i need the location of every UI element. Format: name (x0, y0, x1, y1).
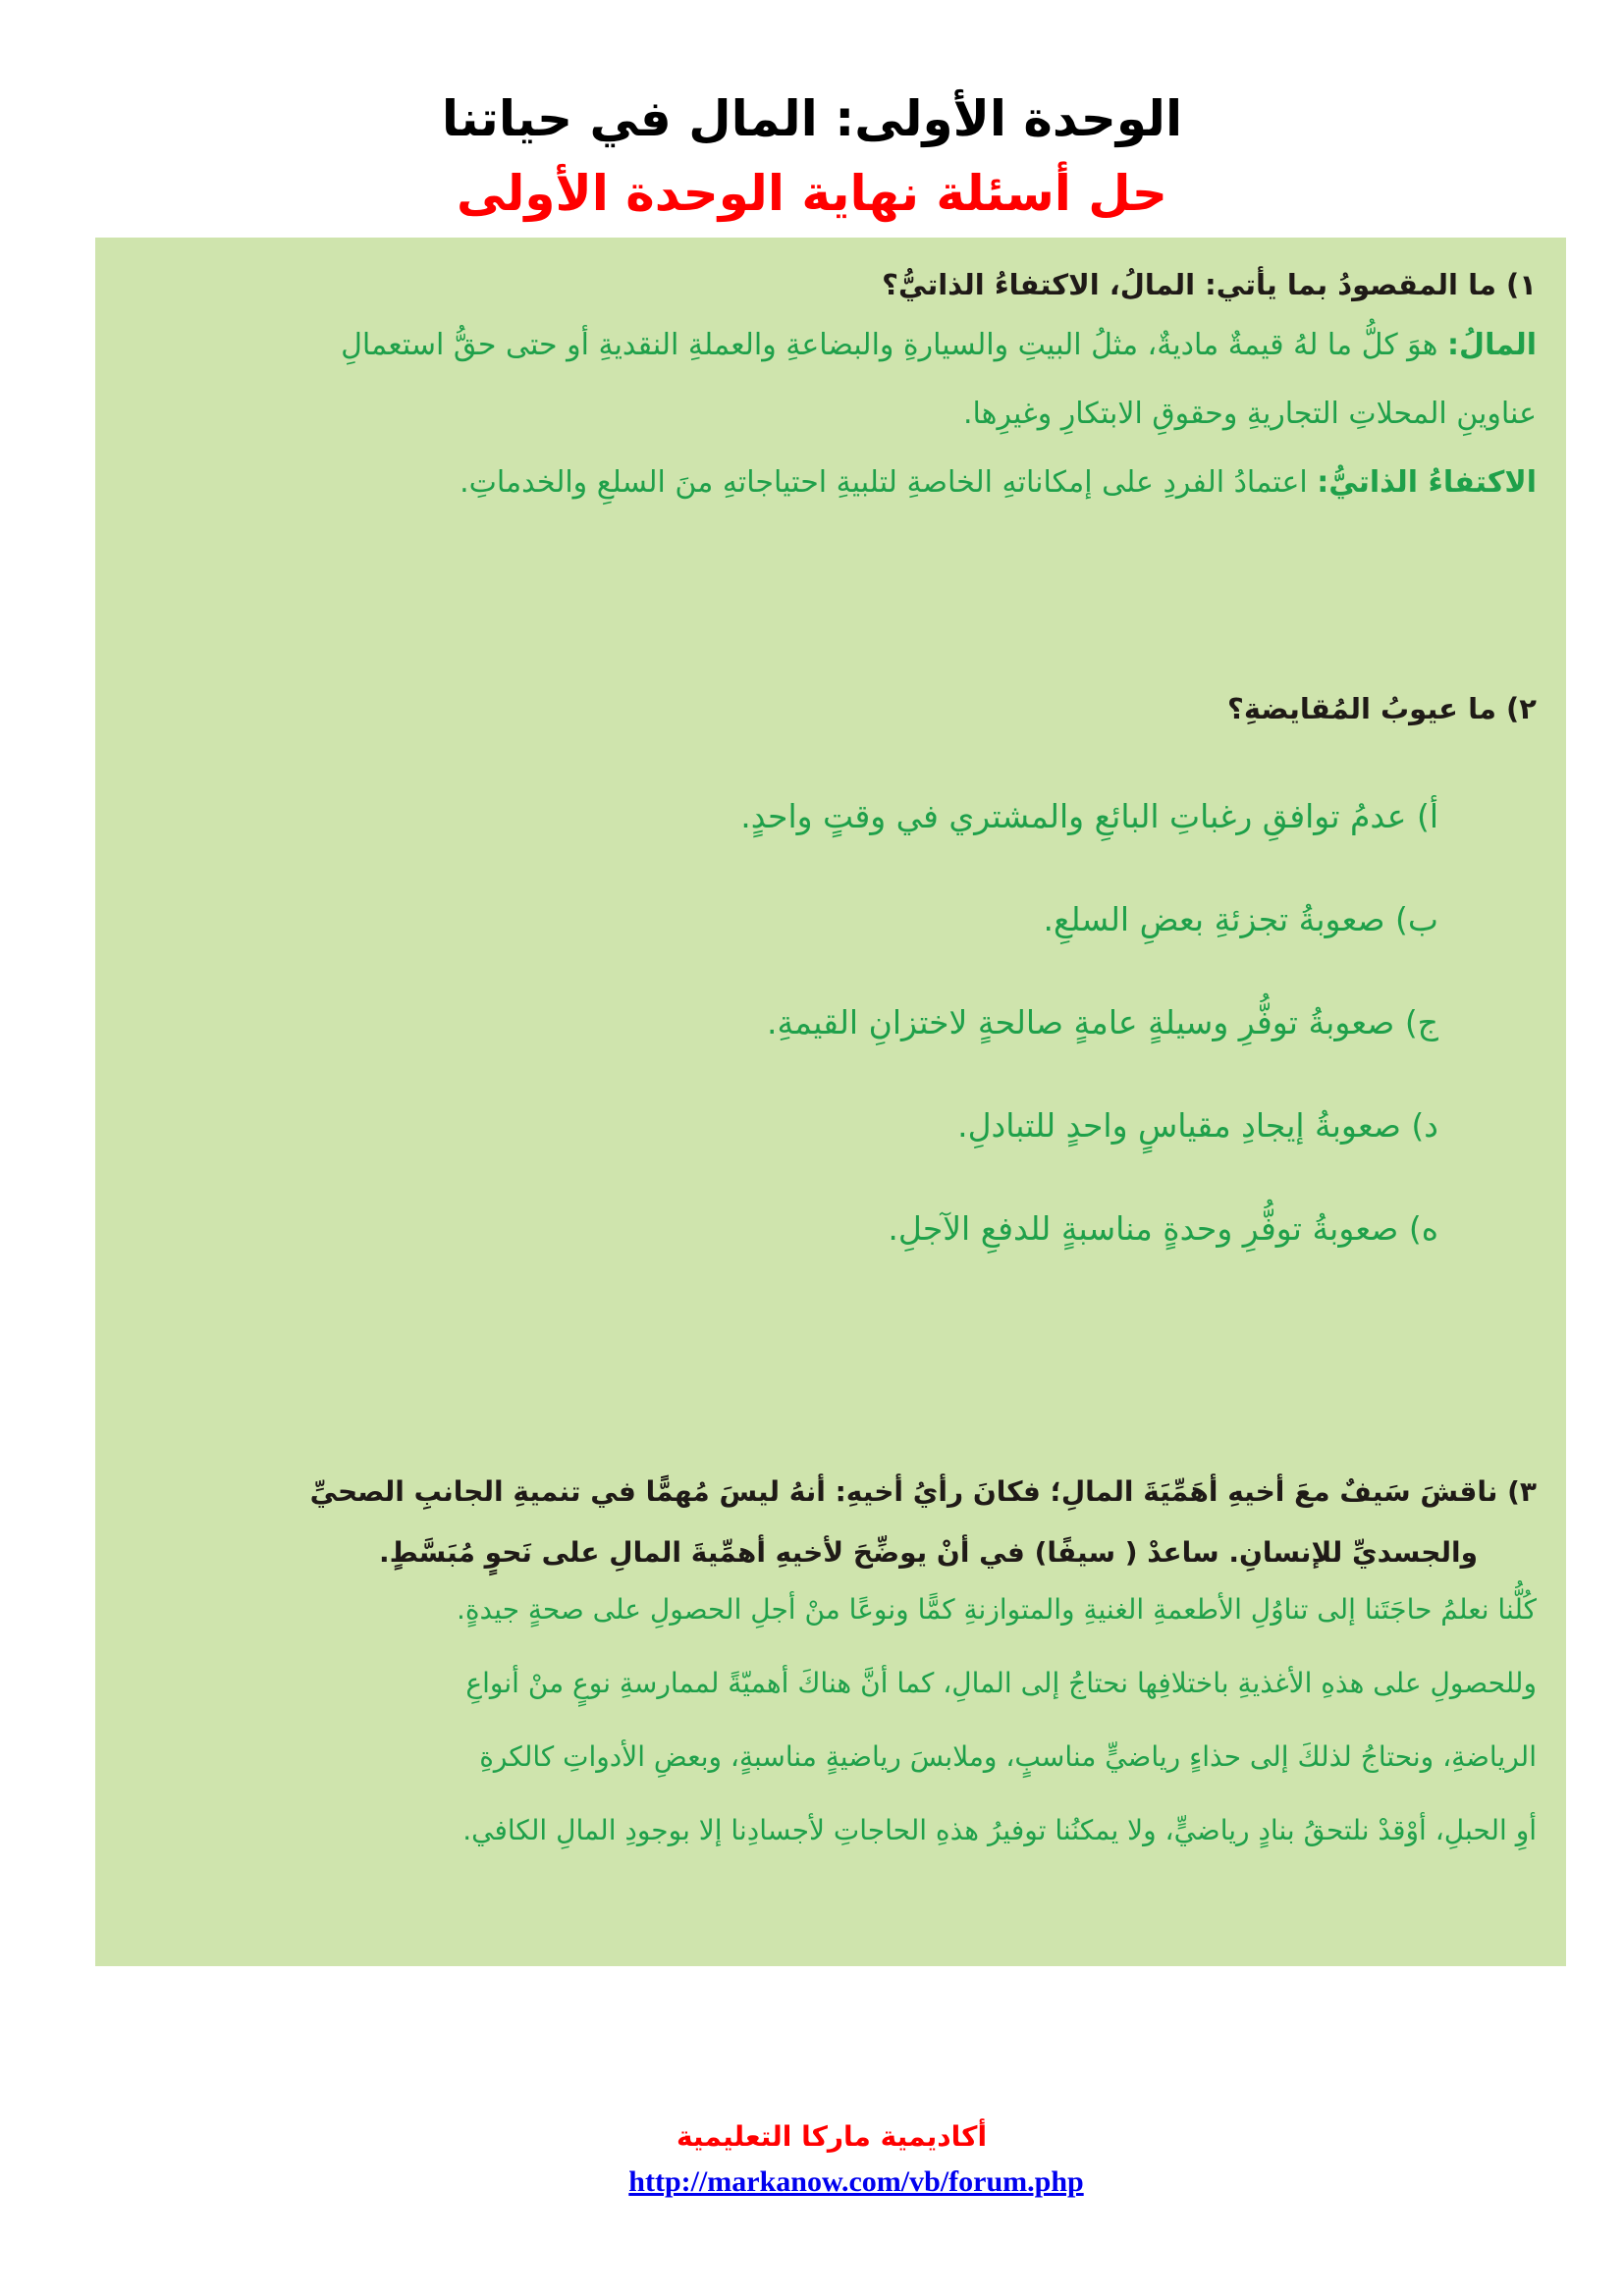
term-label: المالُ: (1447, 328, 1537, 362)
answer-text: اعتمادُ الفردِ على إمكاناتهِ الخاصةِ لتلبيةِ احتياجاتهِ منَ السلعِ والخدماتِ. (460, 465, 1308, 500)
answer-text: أوِ الحبلِ، أوْقدْ نلتحقُ بنادٍ رياضيٍّ، ولا يمكنُنا توفيرُ هذهِ الحاجاتِ لأجسادِنا إلا بوجودِ المالِ الكافي. (462, 1814, 1537, 1846)
list-item (767, 993, 1438, 1052)
term-label: الاكتفاءُ الذاتيُّ: (1317, 465, 1537, 500)
answer-text: هوَ كلُّ ما لهُ قيمةٌ ماديةٌ، مثلُ البيتِ والسيارةِ والبضاعةِ والعملةِ النقديةِ أو حتى حقُّ استعمالِ (341, 328, 1438, 362)
content-box (95, 238, 1566, 1966)
question-number: ١) (1506, 268, 1537, 301)
question-number: ٢) (1506, 692, 1537, 725)
question-2 (125, 679, 1537, 738)
item-text: صعوبةُ توفُّرِ وحدةٍ مناسبةٍ للدفعِ الآجلِ. (888, 1209, 1399, 1248)
question-3-line-1 (125, 1463, 1537, 1522)
answer-3-line-1 (125, 1580, 1537, 1639)
item-label: أ) (1416, 797, 1438, 835)
list-item (957, 1096, 1438, 1155)
item-label: ب) (1395, 900, 1438, 938)
question-text: ما المقصودُ بما يأتي: المالُ، الاكتفاءُ الذاتيُّ؟ (882, 268, 1496, 301)
answer-text: عناوينِ المحلاتِ التجاريةِ وحقوقِ الابتكارِ وغيرِها. (962, 397, 1537, 431)
page-title: الوحدة الأولى: المال في حياتنا (441, 90, 1183, 147)
question-number: ٣) (1507, 1475, 1537, 1508)
page-subtitle: حل أسئلة نهاية الوحدة الأولى (457, 165, 1167, 222)
item-label: ه) (1408, 1209, 1438, 1248)
question-text: ناقشَ سَيفٌ معَ أخيهِ أهَمِّيَةَ المالِ؛ فكانَ رأيُ أخيهِ: أنهُ ليسَ مُهمًّا في تنميةِ الجانبِ الصحيِّ (309, 1475, 1498, 1508)
academy-name: أكاديمية ماركا التعليمية (676, 2120, 988, 2153)
answer-text: وللحصولِ على هذهِ الأغذيةِ باختلافِها نحتاجُ إلى المالِ، كما أنَّ هناكَ أهميّةً لممارسةِ نوعٍ منْ أنواعِ (465, 1667, 1537, 1699)
item-label: د) (1411, 1106, 1438, 1145)
answer-text: الرياضةِ، ونحتاجُ لذلكَ إلى حذاءٍ رياضيٍّ مناسبٍ، وملابسَ رياضيةٍ مناسبةٍ، وبعضِ الأدواتِ كالكرةِ (479, 1740, 1537, 1773)
list-item (888, 1200, 1438, 1258)
answer-3-line-3 (125, 1728, 1537, 1787)
answer-3-line-2 (125, 1654, 1537, 1713)
list-item (740, 787, 1438, 846)
list-item (1043, 890, 1438, 949)
forum-link[interactable]: http://markanow.com/vb/forum.php (628, 2165, 1084, 2198)
item-text: صعوبةُ تجزئةِ بعضِ السلعِ. (1043, 900, 1385, 938)
question-text: ما عيوبُ المُقايضةِ؟ (1227, 692, 1496, 725)
question-3-line-2 (125, 1523, 1478, 1582)
item-label: ج) (1404, 1003, 1438, 1041)
question-text: والجسديِّ للإنسانِ. ساعدْ ( سيفًا) في أنْ يوضِّحَ لأخيهِ أهمِّيةَ المالِ على نَحوٍ مُبَسَّطٍ. (379, 1536, 1478, 1569)
answer-1-money-line-1 (125, 316, 1537, 375)
item-text: صعوبةُ إيجادِ مقياسٍ واحدٍ للتبادلِ. (957, 1106, 1401, 1145)
answer-1-money-line-2 (125, 385, 1537, 444)
item-text: صعوبةُ توفُّرِ وسيلةٍ عامةٍ صالحةٍ لاختزانِ القيمةِ. (766, 1003, 1395, 1041)
answer-3-line-4 (125, 1801, 1537, 1860)
answer-1-self-sufficiency (125, 454, 1537, 512)
question-1 (125, 255, 1537, 314)
answer-text: كُلُّنا نعلمُ حاجَتَنا إلى تناوُلِ الأطعمةِ الغنيةِ والمتوازنةِ كمًّا ونوعًا منْ أجلِ الحصولِ على صحةٍ جيدةٍ. (456, 1593, 1537, 1626)
item-text: عدمُ توافقِ رغباتِ البائعِ والمشتري في وقتٍ واحدٍ. (740, 797, 1407, 835)
